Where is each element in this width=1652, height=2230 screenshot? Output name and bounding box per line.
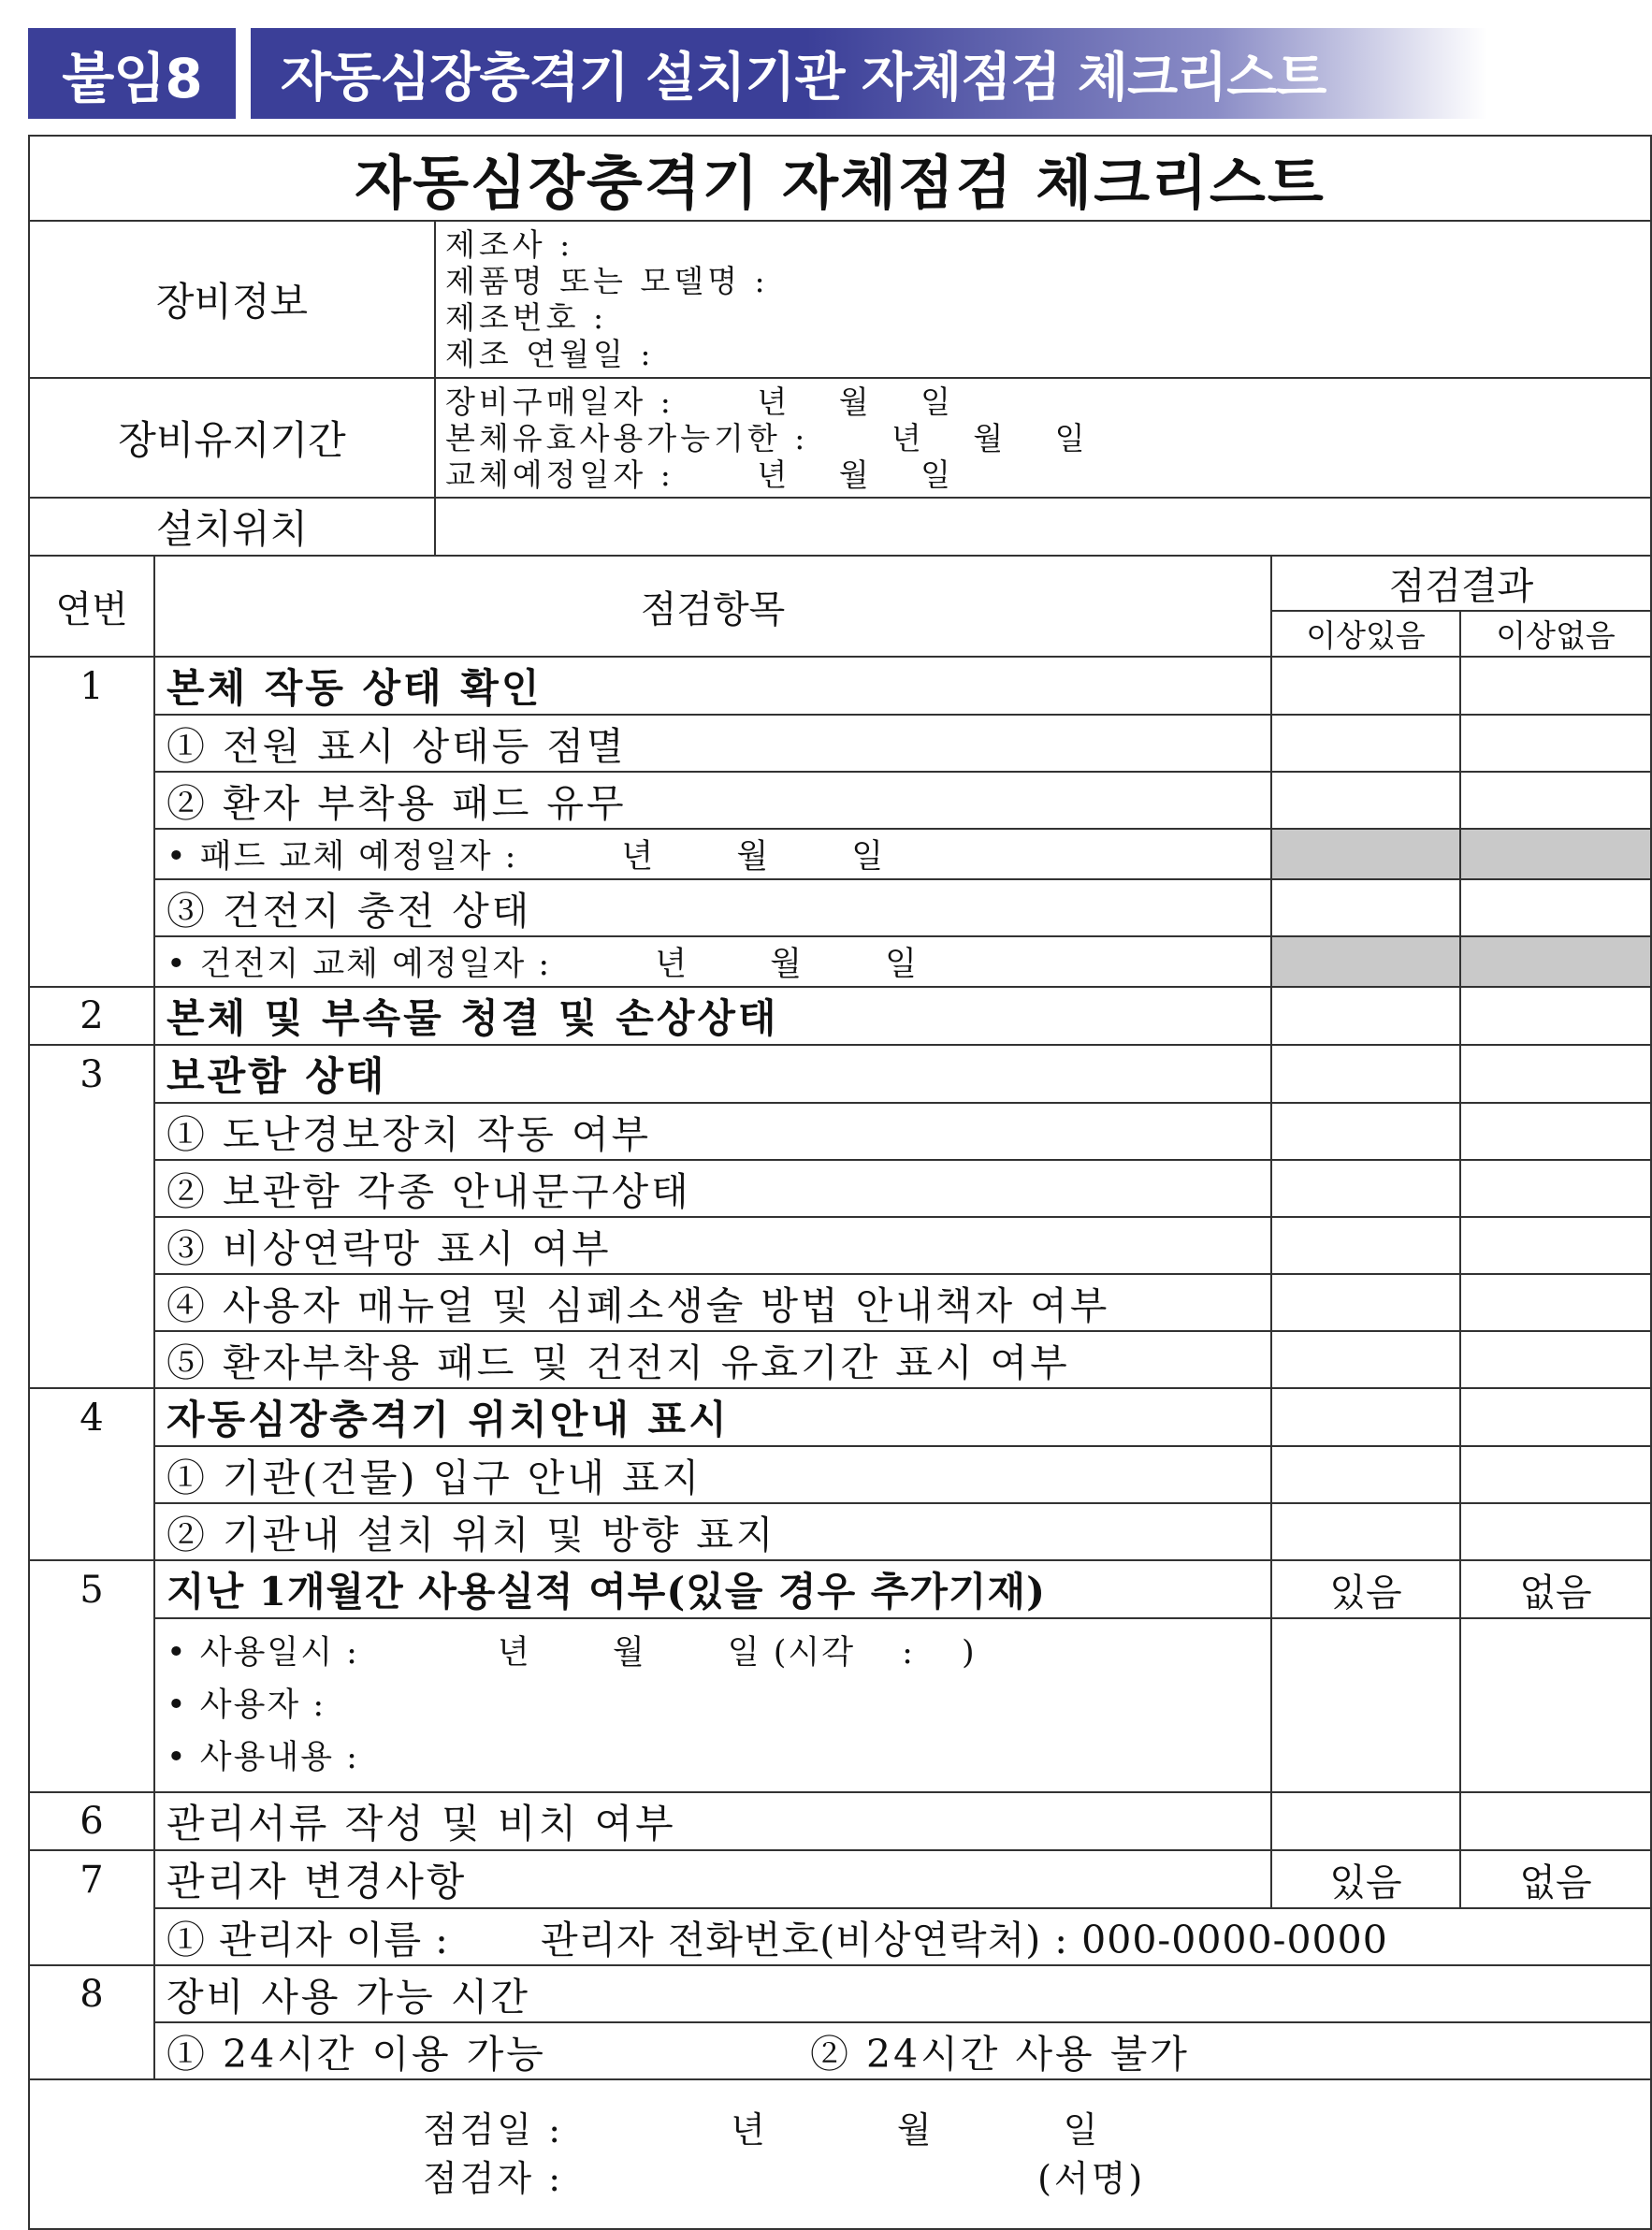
manufacturer-line: 제조사 : <box>445 226 574 263</box>
category-title: 본체 및 부속물 청결 및 손상상태 <box>154 987 1271 1045</box>
check-normal[interactable] <box>1460 1103 1651 1160</box>
check-abnormal[interactable] <box>1271 1792 1460 1850</box>
col-header-no: 연번 <box>29 556 154 657</box>
row-number-empty <box>29 1160 154 1217</box>
attachment-tag: 붙임8 <box>28 28 236 119</box>
option-yes[interactable]: 있음 <box>1271 1560 1460 1618</box>
equipment-info-field[interactable] <box>435 221 1651 378</box>
check-normal[interactable] <box>1460 879 1651 936</box>
manager-info-field[interactable]: ① 관리자 이름 : 관리자 전화번호(비상연락처) : 000-0000-0000 <box>154 1908 1651 1965</box>
maintenance-period-field[interactable] <box>435 378 1651 498</box>
check-normal[interactable] <box>1460 1274 1651 1331</box>
check-item: ① 도난경보장치 작동 여부 <box>154 1103 1271 1160</box>
check-abnormal[interactable] <box>1271 657 1460 715</box>
option-no[interactable]: 없음 <box>1460 1560 1651 1618</box>
option-24h-unavailable[interactable]: ② 24시간 사용 불가 <box>810 2032 1190 2077</box>
row-number: 5 <box>29 1560 154 1618</box>
option-yes[interactable]: 있음 <box>1271 1850 1460 1908</box>
row-number: 4 <box>29 1388 154 1446</box>
col-header-normal: 이상없음 <box>1460 611 1651 657</box>
serial-line: 제조번호 : <box>445 299 608 336</box>
pad-replacement-date[interactable]: • 패드 교체 예정일자 : 년 월 일 <box>154 829 1271 879</box>
maintenance-period-label: 장비유지기간 <box>29 378 435 498</box>
row-number-empty <box>29 829 154 879</box>
row-number-empty <box>29 936 154 987</box>
usage-record-field[interactable] <box>154 1618 1271 1792</box>
location-label: 설치위치 <box>29 498 435 556</box>
inspector-line[interactable]: 점검자 : (서명) <box>423 2158 1146 2199</box>
check-normal[interactable] <box>1460 1160 1651 1217</box>
row-number: 6 <box>29 1792 154 1850</box>
check-item: ④ 사용자 매뉴얼 및 심폐소생술 방법 안내책자 여부 <box>154 1274 1271 1331</box>
row-number-empty <box>29 1217 154 1274</box>
check-normal[interactable] <box>1460 1388 1651 1446</box>
check-abnormal[interactable] <box>1271 1331 1460 1388</box>
row-number-empty <box>29 1331 154 1388</box>
usage-date-line: • 사용일시 : 년 월 일 (시각 : ) <box>167 1634 977 1672</box>
check-normal[interactable] <box>1460 772 1651 829</box>
option-no[interactable]: 없음 <box>1460 1850 1651 1908</box>
availability-options <box>154 2022 1651 2079</box>
row-number-empty <box>29 2022 154 2079</box>
check-abnormal[interactable] <box>1271 987 1460 1045</box>
check-abnormal[interactable] <box>1271 772 1460 829</box>
row-number-empty <box>29 1274 154 1331</box>
col-header-abnormal: 이상있음 <box>1271 611 1460 657</box>
category-title: 보관함 상태 <box>154 1045 1271 1103</box>
check-normal[interactable] <box>1460 1792 1651 1850</box>
check-normal[interactable] <box>1460 1045 1651 1103</box>
check-item: ② 환자 부착용 패드 유무 <box>154 772 1271 829</box>
row-number: 8 <box>29 1965 154 2022</box>
row-number-empty <box>29 1908 154 1965</box>
shaded-cell <box>1460 936 1651 987</box>
check-normal[interactable] <box>1460 987 1651 1045</box>
check-abnormal[interactable] <box>1271 879 1460 936</box>
check-abnormal[interactable] <box>1271 1045 1460 1103</box>
category-title: 자동심장충격기 위치안내 표시 <box>154 1388 1271 1446</box>
check-normal[interactable] <box>1460 1503 1651 1560</box>
option-24h-available[interactable]: ① 24시간 이용 가능 <box>167 2032 546 2077</box>
purchase-date-line: 장비구매일자 : 년 월 일 <box>445 383 954 420</box>
check-item: ② 보관함 각종 안내문구상태 <box>154 1160 1271 1217</box>
col-header-result: 점검결과 <box>1271 556 1651 611</box>
row-number-empty <box>29 1446 154 1503</box>
manufacture-date-line: 제조 연월일 : <box>445 336 655 372</box>
check-item: ⑤ 환자부착용 패드 및 건전지 유효기간 표시 여부 <box>154 1331 1271 1388</box>
category-title: 관리서류 작성 및 비치 여부 <box>154 1792 1271 1850</box>
battery-replacement-date[interactable]: • 건전지 교체 예정일자 : 년 월 일 <box>154 936 1271 987</box>
valid-until-line: 본체유효사용가능기한 : 년 월 일 <box>445 419 1089 456</box>
header-title: 자동심장충격기 설치기관 자체점검 체크리스트 <box>251 28 1487 119</box>
row-number-empty <box>29 1503 154 1560</box>
usage-content-line: • 사용내용 : <box>167 1739 359 1776</box>
checklist-form <box>28 135 1652 2230</box>
check-normal[interactable] <box>1460 1217 1651 1274</box>
check-abnormal[interactable] <box>1271 1446 1460 1503</box>
check-abnormal[interactable] <box>1271 1217 1460 1274</box>
check-item: ③ 건전지 충전 상태 <box>154 879 1271 936</box>
check-abnormal[interactable] <box>1271 715 1460 772</box>
category-title: 관리자 변경사항 <box>154 1850 1271 1908</box>
row-number: 3 <box>29 1045 154 1103</box>
row-number-empty <box>29 1618 154 1792</box>
category-title: 지난 1개월간 사용실적 여부(있을 경우 추가기재) <box>154 1560 1271 1618</box>
row-number: 7 <box>29 1850 154 1908</box>
category-title: 장비 사용 가능 시간 <box>154 1965 1651 2022</box>
check-normal[interactable] <box>1460 657 1651 715</box>
row-number: 1 <box>29 657 154 715</box>
check-abnormal[interactable] <box>1271 1618 1460 1792</box>
check-abnormal[interactable] <box>1271 1103 1460 1160</box>
check-normal[interactable] <box>1460 1618 1651 1792</box>
replacement-date-line: 교체예정일자 : 년 월 일 <box>445 456 954 493</box>
check-abnormal[interactable] <box>1271 1388 1460 1446</box>
row-number-empty <box>29 879 154 936</box>
check-normal[interactable] <box>1460 715 1651 772</box>
shaded-cell <box>1271 936 1460 987</box>
equipment-info-label: 장비정보 <box>29 221 435 378</box>
col-header-item: 점검항목 <box>154 556 1271 657</box>
row-number: 2 <box>29 987 154 1045</box>
check-item: ② 기관내 설치 위치 및 방향 표지 <box>154 1503 1271 1560</box>
location-field[interactable] <box>435 498 1651 556</box>
header-banner <box>28 28 1487 119</box>
model-line: 제품명 또는 모델명 : <box>445 263 769 299</box>
check-abnormal[interactable] <box>1271 1503 1460 1560</box>
row-number-empty <box>29 715 154 772</box>
form-title: 자동심장충격기 자체점검 체크리스트 <box>29 136 1651 221</box>
check-abnormal[interactable] <box>1271 1274 1460 1331</box>
usage-user-line: • 사용자 : <box>167 1687 326 1724</box>
signature-block <box>29 2079 1651 2229</box>
check-abnormal[interactable] <box>1271 1160 1460 1217</box>
row-number-empty <box>29 772 154 829</box>
shaded-cell <box>1460 829 1651 879</box>
shaded-cell <box>1271 829 1460 879</box>
row-number-empty <box>29 1103 154 1160</box>
check-normal[interactable] <box>1460 1331 1651 1388</box>
check-item: ① 전원 표시 상태등 점멸 <box>154 715 1271 772</box>
category-title: 본체 작동 상태 확인 <box>154 657 1271 715</box>
check-item: ③ 비상연락망 표시 여부 <box>154 1217 1271 1274</box>
check-item: ① 기관(건물) 입구 안내 표지 <box>154 1446 1271 1503</box>
inspection-date-line[interactable]: 점검일 : 년 월 일 <box>423 2109 1101 2150</box>
check-normal[interactable] <box>1460 1446 1651 1503</box>
